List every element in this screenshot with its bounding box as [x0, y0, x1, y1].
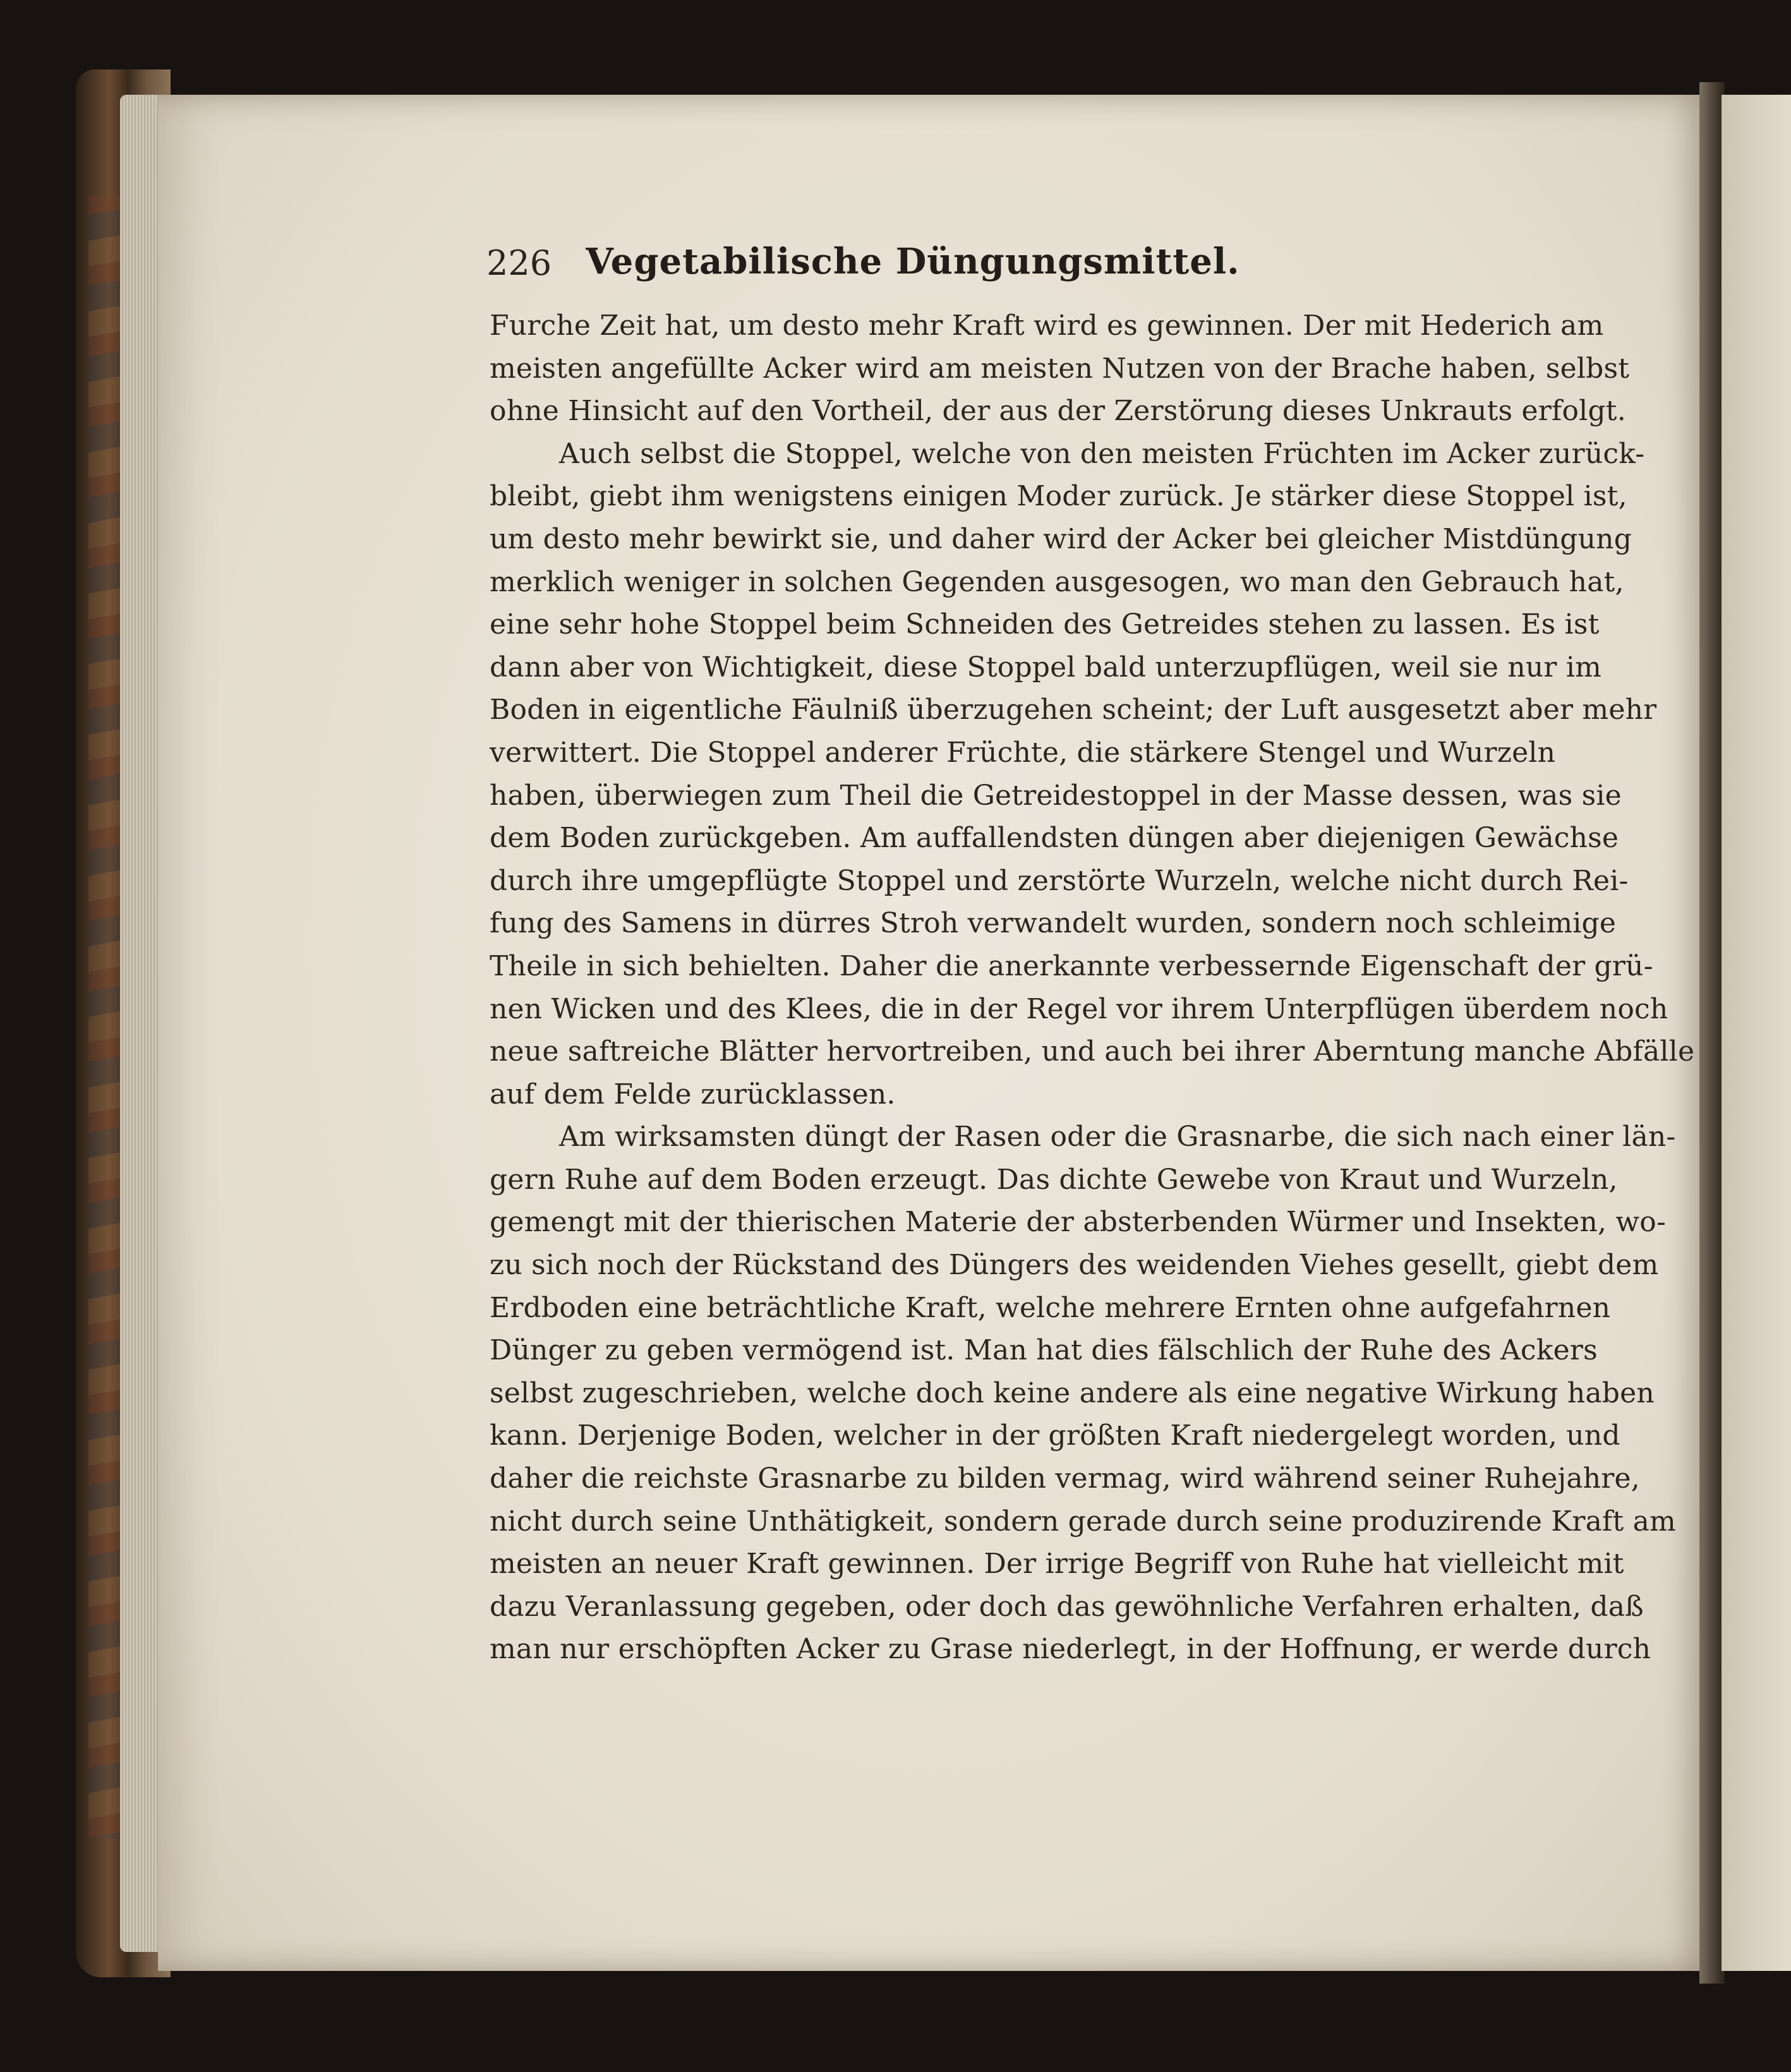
text-line: dem Boden zurückgeben. Am auffallendsten düngen aber diejenigen Gewächse [490, 822, 1619, 855]
text-line: meisten an neuer Kraft gewinnen. Der irrige Begriff von Ruhe hat vielleicht mit [490, 1548, 1624, 1581]
text-line: nen Wicken und des Klees, die in der Regel vor ihrem Unterpflügen überdem noch [490, 992, 1668, 1025]
text-line: merklich weniger in solchen Gegenden ausgesogen, wo man den Gebrauch hat, [490, 565, 1624, 598]
text-line: dazu Veranlassung gegeben, oder doch das gewöhnliche Verfahren erhalten, daß [490, 1590, 1644, 1623]
text-line: Auch selbst die Stoppel, welche von den meisten Früchten im Acker zurück- [559, 437, 1645, 470]
text-line: fung des Samens in dürres Stroh verwandelt wurden, sondern noch schleimige [490, 907, 1617, 940]
running-head: Vegetabilische Düngungsmittel. [586, 241, 1240, 282]
body-text [490, 304, 1695, 1671]
text-line: kann. Derjenige Boden, welcher in der größten Kraft niedergelegt worden, und [490, 1419, 1620, 1452]
text-line: Am wirksamsten düngt der Rasen oder die Grasnarbe, die sich nach einer län- [559, 1121, 1676, 1153]
text-line: gemengt mit der thierischen Materie der absterbenden Würmer und Insekten, wo- [490, 1206, 1667, 1239]
text-line: man nur erschöpften Acker zu Grase niederlegt, in der Hoffnung, er werde durch [490, 1633, 1651, 1666]
page-header [486, 243, 1245, 294]
text-line: neue saftreiche Blätter hervortreiben, und auch bei ihrer Aberntung manche Abfälle [490, 1035, 1695, 1068]
text-line: meisten angefüllte Acker wird am meisten Nutzen von der Brache haben, selbst [490, 352, 1630, 385]
text-line: Erdboden eine beträchtliche Kraft, welche mehrere Ernten ohne aufgefahrnen [490, 1291, 1611, 1324]
text-line: zu sich noch der Rückstand des Düngers des weidenden Viehes gesellt, giebt dem [490, 1249, 1659, 1282]
book-gutter [1699, 82, 1725, 1984]
text-line: Theile in sich behielten. Daher die anerkannte verbessernde Eigenschaft der grü- [490, 949, 1653, 982]
text-line: ohne Hinsicht auf den Vortheil, der aus der Zerstörung dieses Unkrauts erfolgt. [490, 395, 1626, 428]
text-line: haben, überwiegen zum Theil die Getreidestoppel in der Masse dessen, was sie [490, 779, 1622, 812]
text-line: verwittert. Die Stoppel anderer Früchte, die stärkere Stengel und Wurzeln [490, 736, 1556, 769]
text-line: auf dem Felde zurücklassen. [490, 1078, 896, 1111]
text-line: Furche Zeit hat, um desto mehr Kraft wird es gewinnen. Der mit Hederich am [490, 310, 1604, 342]
text-line: bleibt, giebt ihm wenigstens einigen Moder zurück. Je stärker diese Stoppel ist, [490, 480, 1627, 513]
text-line: um desto mehr bewirkt sie, und daher wird der Acker bei gleicher Mistdüngung [490, 522, 1632, 555]
text-line: dann aber von Wichtigkeit, diese Stoppel bald unterzupflügen, weil sie nur im [490, 651, 1602, 684]
text-line: durch ihre umgepflügte Stoppel und zerstörte Wurzeln, welche nicht durch Rei- [490, 864, 1629, 897]
text-line: selbst zugeschrieben, welche doch keine andere als eine negative Wirkung haben [490, 1376, 1655, 1409]
text-line: Boden in eigentliche Fäulniß überzugehen scheint; der Luft ausgesetzt aber mehr [490, 694, 1657, 726]
facing-page-edge [1722, 95, 1791, 1971]
text-line: daher die reichste Grasnarbe zu bilden vermag, wird während seiner Ruhejahre, [490, 1462, 1640, 1495]
text-line: Dünger zu geben vermögend ist. Man hat dies fälschlich der Ruhe des Ackers [490, 1334, 1598, 1367]
text-line: eine sehr hohe Stoppel beim Schneiden des Getreides stehen zu lassen. Es ist [490, 608, 1600, 641]
text-line: nicht durch seine Unthätigkeit, sondern gerade durch seine produzirende Kraft am [490, 1505, 1676, 1538]
text-line: gern Ruhe auf dem Boden erzeugt. Das dichte Gewebe von Kraut und Wurzeln, [490, 1163, 1618, 1196]
page-number: 226 [486, 243, 552, 283]
